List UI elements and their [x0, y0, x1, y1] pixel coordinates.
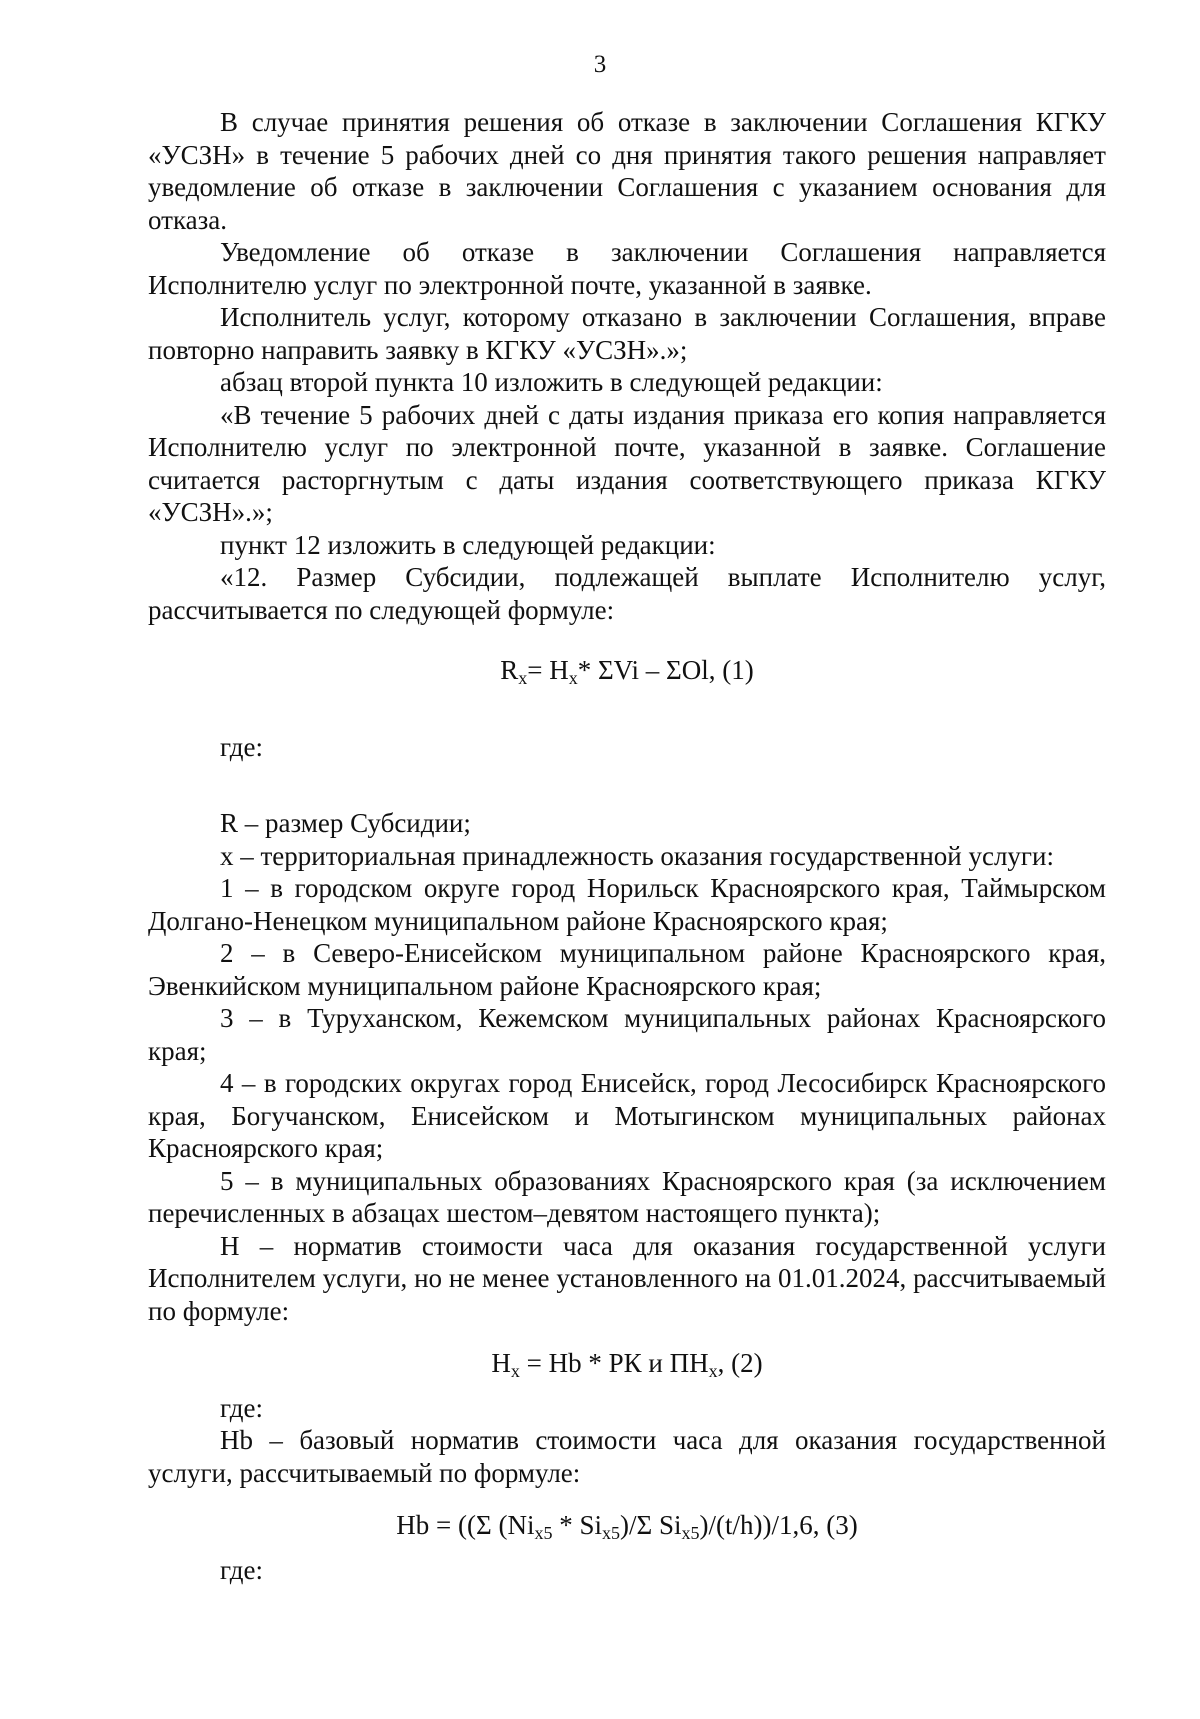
- formula-1-r-sub: x: [518, 668, 528, 688]
- formula-3-rest: )/(t/h))/1,6, (3): [699, 1510, 858, 1540]
- formula-2-rest: , (2): [717, 1348, 763, 1378]
- document-body: [148, 106, 1106, 1586]
- paragraph-zone-1: 1 – в городском округе город Норильск Красноярского края, Таймырском Долгано-Ненецком муниципальном районе Красноярского края;: [148, 873, 1106, 936]
- paragraph-zone-5: 5 – в муниципальных образованиях Красноярского края (за исключением перечисленных в абзацах шестом–девятом настоящего пункта);: [148, 1165, 1106, 1228]
- formula-2-h-sub: x: [510, 1361, 520, 1381]
- formula-3-mid-1: * Si: [552, 1510, 602, 1540]
- paragraph-x-definition: х – территориальная принадлежность оказания государственной услуги:: [220, 840, 1054, 871]
- where-label-2: где:: [220, 1392, 263, 1423]
- page-number: 3: [593, 51, 607, 78]
- formula-2-pn-sub: x: [708, 1361, 718, 1381]
- formula-3-sub-1: x5: [534, 1523, 553, 1543]
- paragraph-zone-3: 3 – в Туруханском, Кежемском муниципальных районах Красноярского края;: [148, 1003, 1106, 1066]
- formula-3-start: Hb = ((Σ (Ni: [396, 1510, 535, 1540]
- paragraph-refusal-decision: В случае принятия решения об отказе в заключении Соглашения КГКУ «УСЗН» в течение 5 рабочих дней со дня принятия такого решения направляет уведомление об отказе в заключении Соглашения с указанием основания для отказа.: [148, 107, 1106, 235]
- formula-2: [148, 1347, 1106, 1380]
- paragraph-order-copy: «В течение 5 рабочих дней с даты издания приказа его копия направляется Исполнителю услуг по электронной почте, указанной в заявке. Соглашение считается расторгнутым с даты издания соответствующего приказа КГКУ «УСЗН».»;: [148, 399, 1106, 527]
- paragraph-amend-p10: абзац второй пункта 10 изложить в следующей редакции:: [220, 367, 883, 397]
- formula-2-mid: = Hb * РК и ПН: [519, 1348, 709, 1378]
- paragraph-h-definition: Н – норматив стоимости часа для оказания государственной услуги Исполнителем услуги, но не менее установленного на 01.01.2024, рассчитываемый по формуле:: [148, 1230, 1106, 1326]
- paragraph-zone-2: 2 – в Северо-Енисейском муниципальном районе Красноярского края, Эвенкийском муниципальном районе Красноярского края;: [148, 938, 1106, 1001]
- formula-2-h: Н: [491, 1348, 511, 1378]
- formula-1-mid: = Н: [527, 655, 569, 685]
- paragraph-zone-4: 4 – в городских округах город Енисейск, город Лесосибирск Красноярского края, Богучанском, Енисейском и Мотыгинском муниципальных районах Красноярского края;: [148, 1068, 1106, 1163]
- where-label-3: где:: [220, 1554, 263, 1585]
- formula-1-h-sub: x: [568, 668, 578, 688]
- formula-1-r: R: [500, 655, 519, 685]
- where-label-1: где:: [220, 731, 263, 762]
- formula-1-rest: * ΣVi – ΣOl, (1): [577, 655, 754, 685]
- formula-3-mid-2: )/Σ Si: [620, 1510, 682, 1540]
- paragraph-amend-p12: пункт 12 изложить в следующей редакции:: [220, 529, 716, 560]
- formula-1: [148, 654, 1106, 687]
- formula-3: [148, 1509, 1106, 1542]
- formula-3-sub-3: x5: [681, 1523, 700, 1543]
- paragraph-r-definition: R – размер Субсидии;: [220, 808, 471, 838]
- formula-3-sub-2: x5: [602, 1523, 620, 1543]
- paragraph-hb-definition: Hb – базовый норматив стоимости часа для оказания государственной услуги, рассчитываемый по формуле:: [148, 1425, 1106, 1488]
- paragraph-resubmit: Исполнитель услуг, которому отказано в заключении Соглашения, вправе повторно направить заявку в КГКУ «УСЗН».»;: [148, 302, 1106, 365]
- paragraph-refusal-notice: Уведомление об отказе в заключении Соглашения направляется Исполнителю услуг по электронной почте, указанной в заявке.: [148, 237, 1106, 300]
- paragraph-subsidy-size: «12. Размер Субсидии, подлежащей выплате Исполнителю услуг, рассчитывается по следующей формуле:: [148, 562, 1106, 625]
